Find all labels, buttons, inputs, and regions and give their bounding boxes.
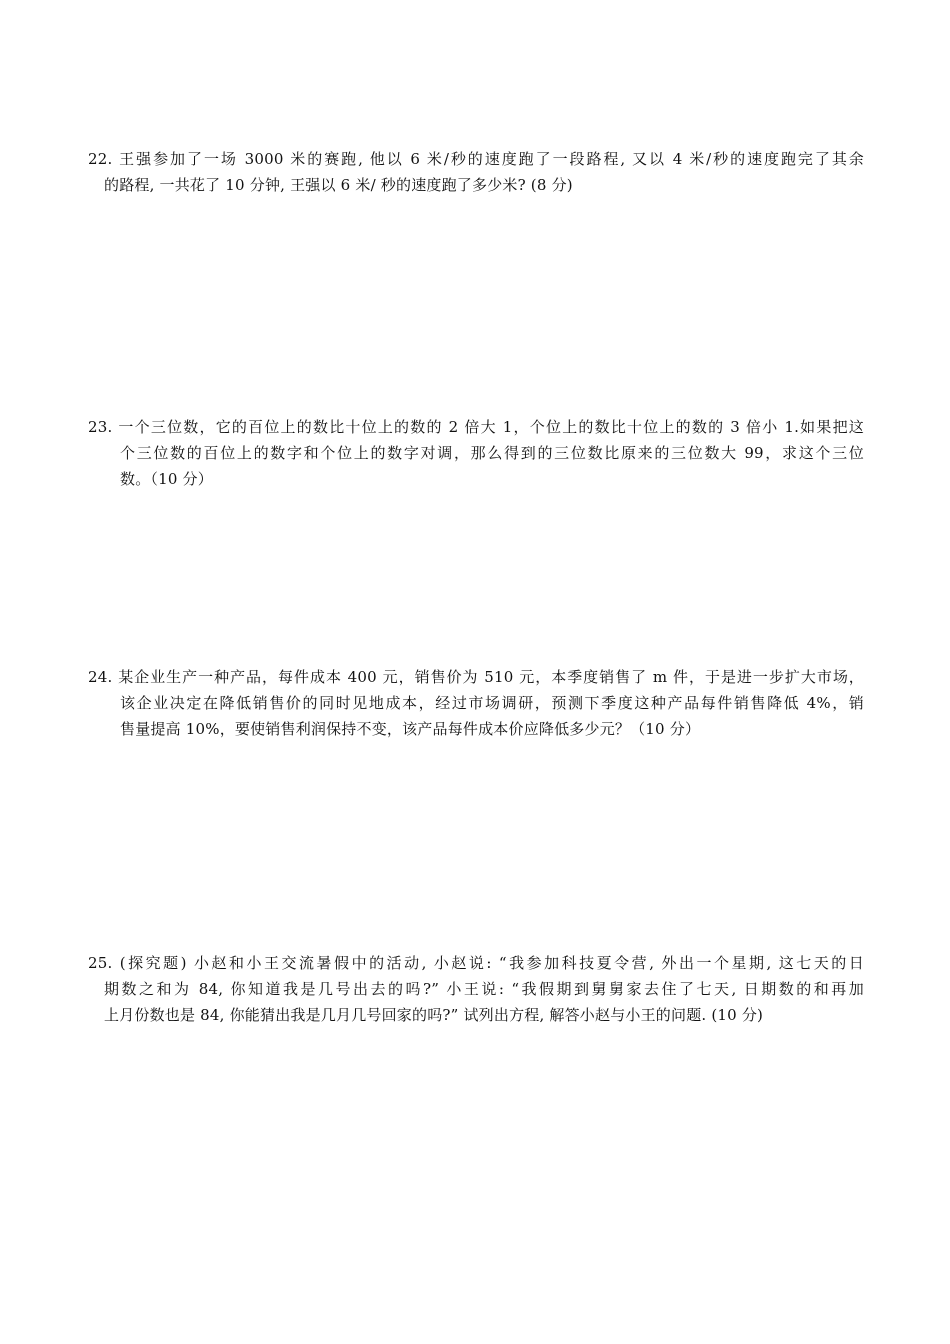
question-24-line-1: 24. 某企业生产一种产品，每件成本 400 元，销售价为 510 元，本季度销售了 m 件，于是进一步扩大市场， <box>88 668 864 686</box>
question-25-line-2: 期数之和为 84, 你知道我是几号出去的吗?” 小王说: “我假期到舅舅家去住了七天, 日期数的和再加 <box>104 980 864 998</box>
question-22 <box>88 146 864 198</box>
question-25 <box>88 950 864 1028</box>
question-22-line-2: 的路程, 一共花了 10 分钟, 王强以 6 米/ 秒的速度跑了多少米? (8 分) <box>104 176 573 194</box>
question-25-line-3: 上月份数也是 84, 你能猜出我是几月几号回家的吗?” 试列出方程, 解答小赵与小王的问题. (10 分) <box>104 1006 764 1024</box>
question-22-line-1: 22. 王强参加了一场 3000 米的赛跑, 他以 6 米/秒的速度跑了一段路程, 又以 4 米/秒的速度跑完了其余 <box>88 150 864 168</box>
question-23-line-2: 个三位数的百位上的数字和个位上的数字对调，那么得到的三位数比原来的三位数大 99，求这个三位 <box>120 444 864 462</box>
question-24-line-2: 该企业决定在降低销售价的同时见地成本，经过市场调研，预测下季度这种产品每件销售降低 4%，销 <box>120 694 864 712</box>
question-23-line-3: 数。（10 分） <box>120 470 213 488</box>
question-24 <box>88 664 864 742</box>
question-23 <box>88 414 864 492</box>
question-23-line-1: 23. 一个三位数，它的百位上的数比十位上的数的 2 倍大 1，个位上的数比十位上的数的 3 倍小 1.如果把这 <box>88 418 864 436</box>
question-24-line-3: 售量提高 10%，要使销售利润保持不变，该产品每件成本价应降低多少元？（10 分） <box>120 720 701 738</box>
question-25-line-1: 25. (探究题) 小赵和小王交流暑假中的活动, 小赵说: “我参加科技夏令营, 外出一个星期, 这七天的日 <box>88 954 864 972</box>
